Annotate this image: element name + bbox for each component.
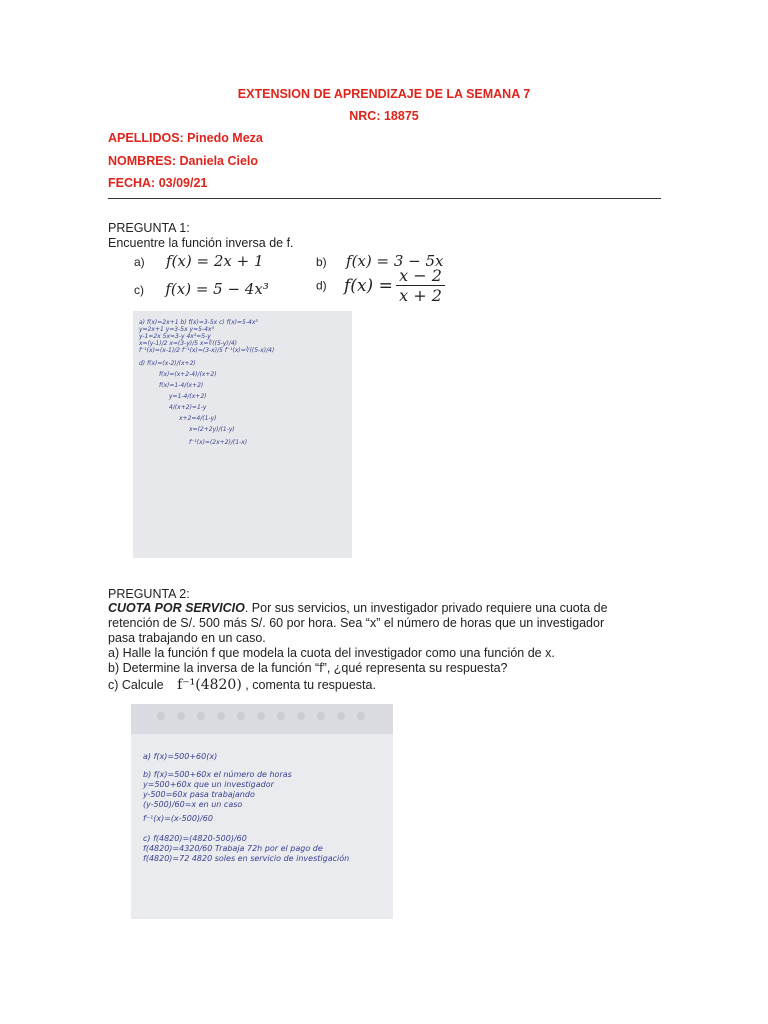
q1-item-a-label: a) [134,255,145,269]
nombres-label: NOMBRES: Daniela Cielo [108,154,259,168]
hw1-line: x=(y-1)/2 x=(3-y)/5 x=∛((5-y)/4) [139,340,238,347]
hw2-line: f(4820)=72 4820 soles en servicio de investigación [143,854,350,863]
hw2-line: a) f(x)=500+60(x) [143,752,218,761]
torn-edge-graphic [131,704,393,734]
q1-item-c [134,280,269,298]
q2-line-3: pasa trabajando en un caso. [108,631,266,645]
q2-bold-lead: CUOTA POR SERVICIO [108,601,245,615]
q1-item-c-label: c) [134,283,144,297]
handwritten-solution-photo-1 [133,311,352,558]
hw1-line: y=1-4/(x+2) [169,393,207,400]
hw2-line: f(4820)=4320/60 Trabaja 72h por el pago de [143,844,323,853]
hw2-line: (y-500)/60=x en un caso [143,800,243,809]
q1-item-b-label: b) [316,255,327,269]
hw1-line: x+2=4/(1-y) [179,415,217,422]
q1-item-d-label: d) [316,278,327,293]
q1-item-d-fraction [396,266,445,305]
hw2-line: b) f(x)=500+60x el número de horas [143,770,292,779]
q1-item-a [134,252,264,270]
q2-item-c-prefix: c) Calcule [108,678,164,692]
q1-item-d-lhs: f(x) = [344,275,393,296]
q2-line-2: retención de S/. 500 más S/. 60 por hora. Sea “x” el número de horas que un investigador [108,616,605,630]
apellidos-label: APELLIDOS: Pinedo Meza [108,131,263,145]
hw1-line: y-1=2x 5x=3-y 4x³=5-y [139,333,211,340]
q2-item-c [108,678,376,693]
hw2-line: y-500=60x pasa trabajando [143,790,255,799]
hw1-line: f(x)=1-4/(x+2) [159,382,204,389]
hw1-line: y=2x+1 y=3-5x y=5-4x³ [139,326,214,333]
hw2-line: y=500+60x que un investigador [143,780,274,789]
hw1-line: a) f(x)=2x+1 b) f(x)=3-5x c) f(x)=5-4x³ [139,319,258,326]
hw2-line: f⁻¹(x)=(x-500)/60 [143,814,213,823]
q2-item-b: b) Determine la inversa de la función “f”, ¿qué representa su respuesta? [108,661,508,675]
q1-item-d-numerator: x − 2 [396,266,445,286]
hw1-line: f⁻¹(x)=(x-1)/2 f⁻¹(x)=(3-x)/5 f⁻¹(x)=∛((5-x)/4) [139,347,275,354]
q2-heading: PREGUNTA 2: [108,587,190,601]
q1-item-d [316,266,445,305]
hw2-line: c) f(4820)=(4820-500)/60 [143,834,247,843]
nrc-label: NRC: 18875 [349,109,419,123]
q2-paragraph [108,601,668,616]
hw1-line: f(x)=(x+2-4)/(x+2) [159,371,217,378]
q1-prompt: Encuentre la función inversa de f. [108,236,294,250]
q1-item-c-expr: f(x) = 5 − 4x³ [165,280,269,298]
handwriting-2-text [143,752,388,864]
q2-item-c-expr: f⁻¹(4820) [177,677,242,693]
handwriting-1-text [139,319,349,446]
q1-item-a-expr: f(x) = 2x + 1 [166,252,264,270]
handwritten-solution-photo-2 [131,704,393,919]
q2-item-c-suffix: , comenta tu respuesta. [245,678,376,692]
hw1-line: d) f(x)=(x-2)/(x+2) [139,360,196,367]
hw1-line: 4/(x+2)=1-y [169,404,207,411]
fecha-label: FECHA: 03/09/21 [108,176,208,190]
q2-line-1: . Por sus servicios, un investigador privado requiere una cuota de [244,601,608,615]
q2-item-a: a) Halle la función f que modela la cuota del investigador como una función de x. [108,646,555,660]
header-divider [108,198,661,199]
q1-item-b-expr: f(x) = 3 − 5x [346,252,444,270]
q1-heading: PREGUNTA 1: [108,221,190,235]
document-title: EXTENSION DE APRENDIZAJE DE LA SEMANA 7 [237,87,531,101]
q1-item-d-denominator: x + 2 [399,286,442,305]
hw1-line: f⁻¹(x)=(2x+2)/(1-x) [189,439,248,446]
hw1-line: x=(2+2y)/(1-y) [189,426,235,433]
